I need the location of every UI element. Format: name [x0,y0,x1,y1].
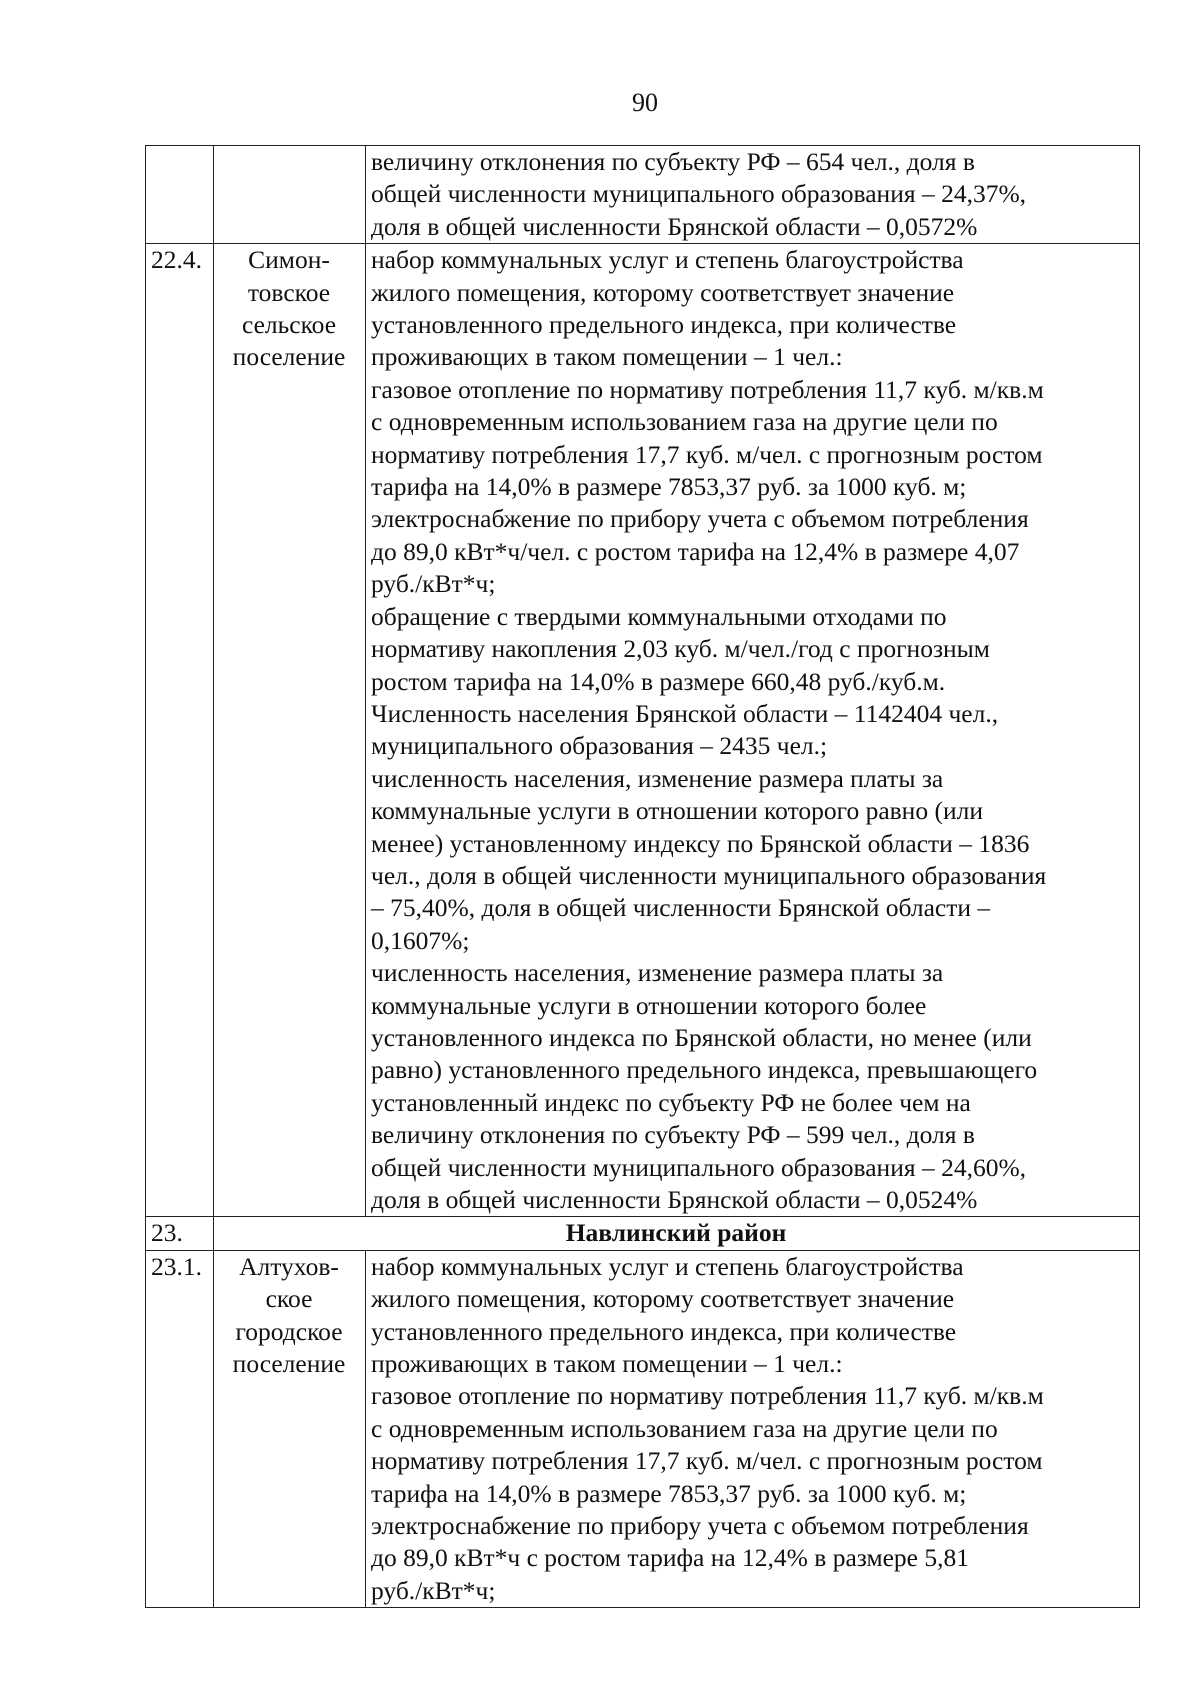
text-line: тарифа на 14,0% в размере 7853,37 руб. за 1000 куб. м; [371,472,967,502]
text-line: нормативу накопления 2,03 куб. м/чел./год с прогнозным [371,634,990,664]
text-line: менее) установленному индексу по Брянской области – 1836 [371,828,1030,858]
text-line: поселение [232,342,346,372]
text-line: коммунальные услуги в отношении которого более [371,990,927,1020]
text-line: доля в общей численности Брянской области – 0,0572% [371,211,978,241]
row-number-cell [146,146,214,244]
text-line: коммунальные услуги в отношении которого равно (или [371,796,983,826]
text-line: набор коммунальных услуг и степень благоустройства [371,245,964,275]
text-line: проживающих в таком помещении – 1 чел.: [371,1349,843,1379]
description-cell [366,244,1140,1217]
text-line: величину отклонения по субъекту РФ – 654 чел., доля в [371,147,975,176]
row-number-cell: 23.1. [146,1250,214,1607]
text-line: величину отклонения по субъекту РФ – 599 чел., доля в [371,1120,975,1150]
text-line: тарифа на 14,0% в размере 7853,37 руб. за 1000 куб. м; [371,1478,967,1508]
text-line: установленного предельного индекса, при количестве [371,310,957,340]
text-line: газовое отопление по нормативу потребления 11,7 куб. м/кв.м [371,1381,1044,1411]
text-line: Симон- [248,245,330,275]
text-line: нормативу потребления 17,7 куб. м/чел. с прогнозным ростом [371,1446,1043,1476]
text-line: Алтухов- [239,1251,339,1281]
text-line: жилого помещения, которому соответствует значение [371,1284,955,1314]
tariff-table [145,145,1140,1608]
text-line: городское [235,1316,343,1346]
page-number: 90 [632,88,658,117]
text-line: руб./кВт*ч; [371,569,496,599]
text-line: электроснабжение по прибору учета с объемом потребления [371,504,1029,534]
text-line: до 89,0 кВт*ч/чел. с ростом тарифа на 12,4% в размере 4,07 [371,536,1020,566]
text-line: численность населения, изменение размера платы за [371,958,944,988]
table-row-23-1 [146,1250,1140,1607]
text-line: установленного индекса по Брянской области, но менее (или [371,1022,1032,1052]
text-line: ское [265,1284,313,1314]
text-line: набор коммунальных услуг и степень благоустройства [371,1251,964,1281]
text-line: нормативу потребления 17,7 куб. м/чел. с прогнозным ростом [371,439,1043,469]
text-line: численность населения, изменение размера платы за [371,763,944,793]
text-line: товское [247,277,331,307]
text-line: руб./кВт*ч; [371,1575,496,1605]
district-title: Навлинский район [214,1217,1140,1250]
text-line: Численность населения Брянской области – 1142404 чел., [371,698,999,728]
text-line: 0,1607%; [371,925,470,955]
district-number-cell: 23. [146,1217,214,1250]
row-number-cell: 22.4. [146,244,214,1217]
text-line: установленный индекс по субъекту РФ не более чем на [371,1087,971,1117]
text-line: – 75,40%, доля в общей численности Брянской области – [371,893,991,923]
text-line: проживающих в таком помещении – 1 чел.: [371,342,843,372]
table-row-district-23 [146,1217,1140,1250]
table-row-22-4 [146,244,1140,1217]
text-line: обращение с твердыми коммунальными отходами по [371,601,947,631]
text-line: доля в общей численности Брянской области – 0,0524% [371,1185,978,1214]
text-line: муниципального образования – 2435 чел.; [371,731,828,761]
text-line: поселение [232,1349,346,1379]
text-line: установленного предельного индекса, при количестве [371,1316,957,1346]
text-line: сельское [241,310,337,340]
table-row-continuation [146,146,1140,244]
text-line: общей численности муниципального образования – 24,60%, [371,1152,1027,1182]
text-line: газовое отопление по нормативу потребления 11,7 куб. м/кв.м [371,374,1044,404]
text-line: электроснабжение по прибору учета с объемом потребления [371,1511,1029,1541]
text-line: чел., доля в общей численности муниципального образования [371,860,1047,890]
text-line: равно) установленного предельного индекса, превышающего [371,1055,1038,1085]
text-line: до 89,0 кВт*ч с ростом тарифа на 12,4% в размере 5,81 [371,1543,970,1573]
text-line: ростом тарифа на 14,0% в размере 660,48 руб./куб.м. [371,666,946,696]
text-line: общей численности муниципального образования – 24,37%, [371,179,1027,209]
text-line: с одновременным использованием газа на другие цели по [371,407,998,437]
description-cell [366,1250,1140,1607]
municipality-name-cell [214,146,366,244]
description-cell [366,146,1140,244]
text-line: с одновременным использованием газа на другие цели по [371,1413,998,1443]
text-line: жилого помещения, которому соответствует значение [371,277,955,307]
municipality-name-cell [214,244,366,1217]
municipality-name-cell [214,1250,366,1607]
